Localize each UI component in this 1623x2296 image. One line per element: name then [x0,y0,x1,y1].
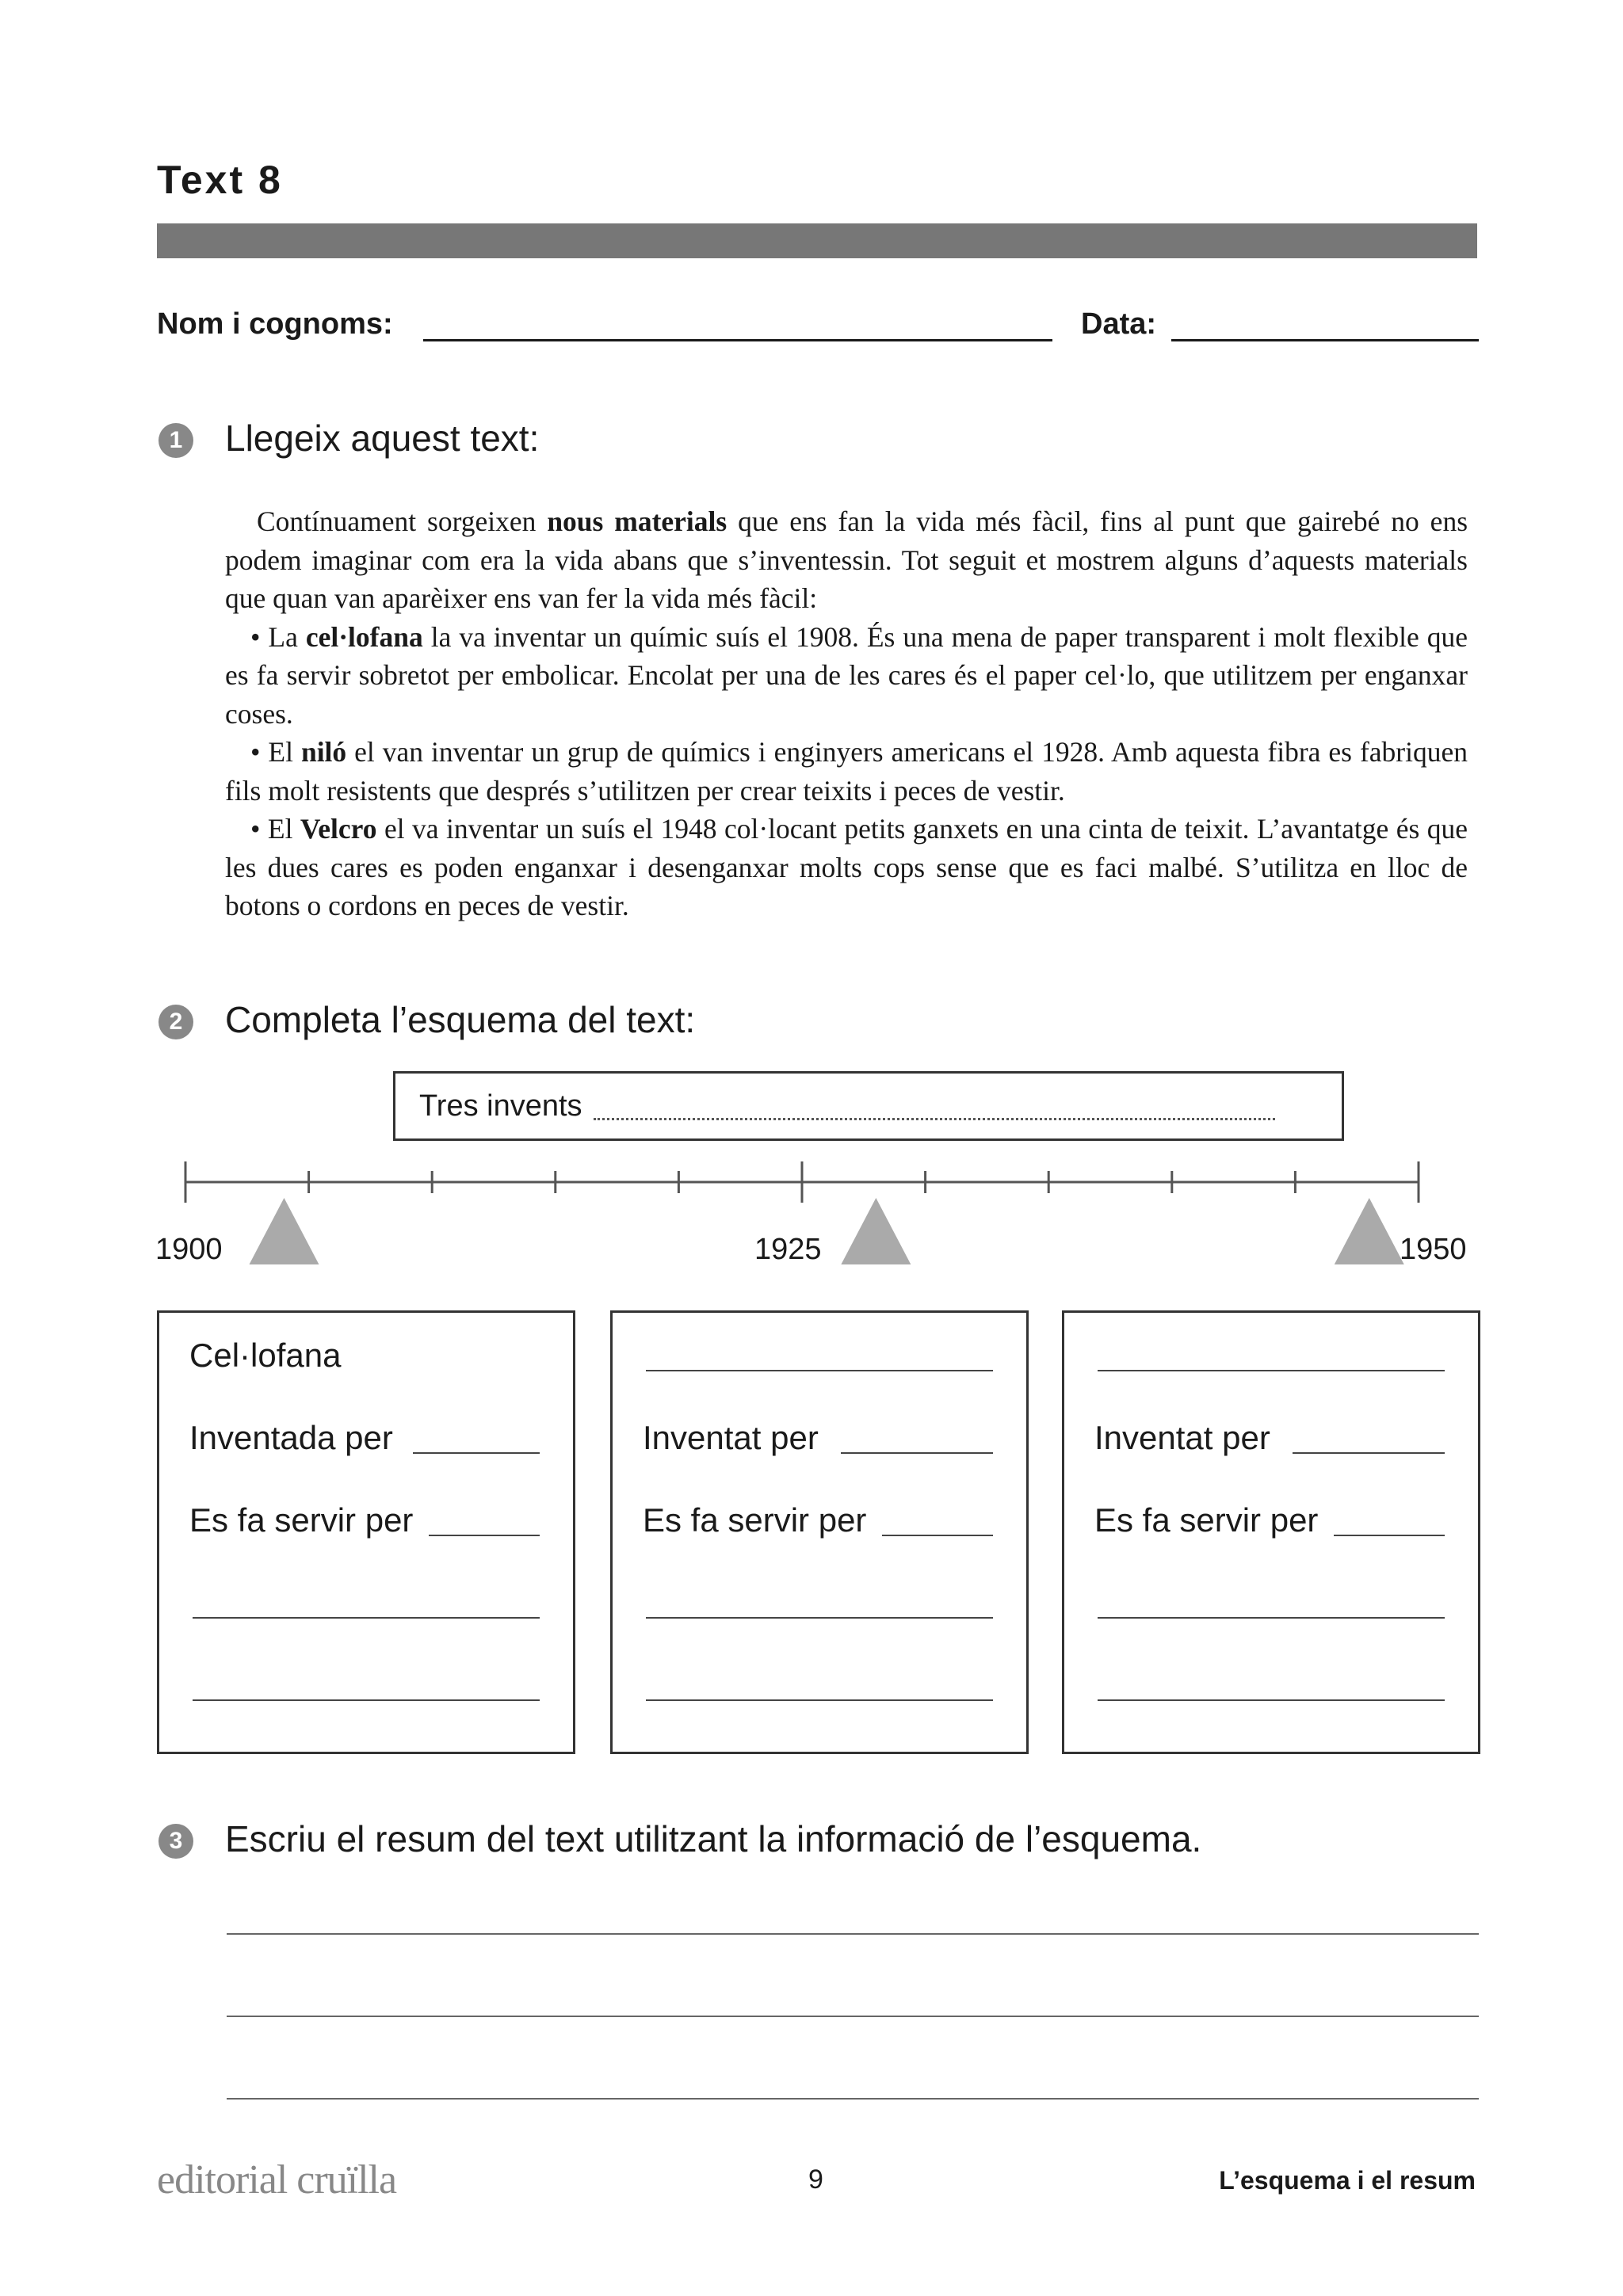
card-1-line2-label: Es fa servir per [189,1501,414,1539]
summary-line[interactable] [227,2016,1479,2017]
summary-line[interactable] [227,2098,1479,2100]
card-2-line1-answer[interactable] [841,1452,993,1454]
timeline-label-start: 1900 [155,1233,223,1266]
card-2-line2-answer[interactable] [882,1535,993,1536]
card-2-line1-label: Inventat per [643,1419,819,1456]
text-run: el van inventar un grup de químics i enginyers americans el 1928. Amb aquesta fibra es fabriquen fils molt resistents que després s’utilitzen per crear teixits i peces de vestir. [225,736,1468,807]
card-2-blank-line[interactable] [646,1617,993,1619]
keyword: Velcro [300,813,377,845]
card-1-title: Cel·lofana [189,1337,342,1374]
timeline-marker [841,1198,911,1264]
text-run: • El [250,736,301,768]
timeline-marker [1335,1198,1404,1264]
timeline-label-end: 1950 [1400,1233,1467,1266]
invention-card-2 [610,1310,1029,1754]
card-1-line2-answer[interactable] [429,1535,540,1536]
card-3-title-answer[interactable] [1098,1370,1445,1371]
keyword: niló [300,736,347,768]
question-2-prompt: Completa l’esquema del text: [225,999,696,1040]
question-1-number: 1 [158,423,193,458]
page-title: Text 8 [157,158,283,202]
text-run: • El [250,813,300,845]
card-1-line1-answer[interactable] [413,1452,540,1454]
date-label: Data: [1081,307,1157,341]
card-3-line2-label: Es fa servir per [1094,1501,1319,1539]
question-3-prompt: Escriu el resum del text utilitzant la informació de l’esquema. [225,1818,1202,1859]
summary-line[interactable] [227,1933,1479,1935]
card-2-blank-line[interactable] [646,1699,993,1701]
card-3-line1-answer[interactable] [1293,1452,1445,1454]
invention-card-3 [1062,1310,1480,1754]
text-run: • La [250,620,306,653]
card-3-blank-line[interactable] [1098,1699,1445,1701]
card-2-title-answer[interactable] [646,1370,993,1371]
page-number: 9 [808,2164,823,2195]
text-run: la va inventar un químic suís el 1908. És una mena de paper transparent i molt flexible que es fa servir sobretot per embolicar. Encolat per una de les cares és el paper cel·lo, que utilitzem per enganxar coses. [225,620,1468,730]
keyword: nous materials [547,505,727,537]
question-1-prompt: Llegeix aquest text: [225,418,540,459]
card-3-line2-answer[interactable] [1334,1535,1445,1536]
invention-card-1 [157,1310,575,1754]
timeline-marker [249,1198,319,1264]
text-run: que ens fan la vida més fàcil, fins al punt que gairebé no ens podem imaginar com era la vida abans que s’inventessin. Tot seguit et mostrem alguns d’aquests materials que quan van aparèixer ens van fer la vida més fàcil: [225,505,1468,614]
topic-label: Tres invents [419,1089,582,1123]
card-1-blank-line[interactable] [193,1699,540,1701]
timeline-label-mid: 1925 [754,1233,822,1266]
card-1-blank-line[interactable] [193,1617,540,1619]
keyword: cel·lofana [305,620,423,653]
name-label: Nom i cognoms: [157,307,393,341]
text-run: el va inventar un suís el 1948 col·locant petits ganxets en una cinta de teixit. L’avantatge és que les dues cares es poden enganxar i desenganxar molts cops sense que es faci malbé. S’utilitza en lloc de botons o cordons en peces de vestir. [225,813,1468,921]
card-1-line1-label: Inventada per [189,1419,393,1456]
question-3-number: 3 [158,1824,193,1859]
card-2-line2-label: Es fa servir per [643,1501,867,1539]
card-3-line1-label: Inventat per [1094,1419,1270,1456]
text-run: Contínuament sorgeixen [257,505,548,537]
question-2-number: 2 [158,1005,193,1039]
publisher-logo: editorial cruïlla [157,2157,397,2203]
running-title: L’esquema i el resum [1219,2166,1476,2195]
card-3-blank-line[interactable] [1098,1617,1445,1619]
